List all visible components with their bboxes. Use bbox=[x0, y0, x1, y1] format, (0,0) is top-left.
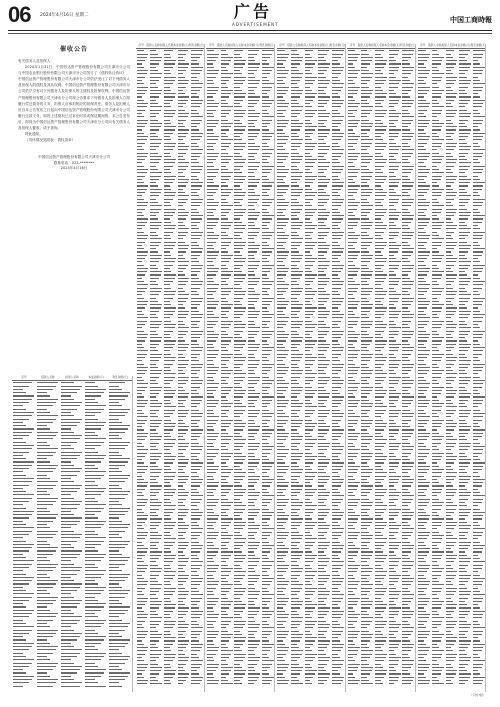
table-header-cell: 本金余额(元) bbox=[314, 43, 330, 47]
table-row bbox=[277, 682, 345, 685]
table-header-cell: 利息余额(元) bbox=[400, 43, 416, 47]
table-cell bbox=[220, 682, 234, 685]
column-divider bbox=[274, 44, 275, 692]
signature-contact: 联系电话：022-******** bbox=[53, 160, 95, 165]
table-header-cell: 担保人名称 bbox=[441, 43, 455, 47]
table-cell bbox=[331, 682, 345, 685]
page-number: 06 bbox=[8, 2, 31, 27]
header-rule bbox=[8, 30, 492, 31]
header-rule-thin bbox=[8, 33, 492, 34]
table-header-cell: 序号 bbox=[420, 43, 426, 47]
table-header-cell: 借款人名称 bbox=[428, 43, 442, 47]
table-cell bbox=[361, 682, 375, 685]
table-header-cell: 利息余额(元) bbox=[188, 43, 205, 47]
table-cell bbox=[150, 682, 164, 685]
table-header-cell: 借款人名称 bbox=[146, 43, 160, 47]
table-header-cell: 借款人名称 bbox=[357, 43, 372, 47]
table-cell bbox=[247, 682, 261, 685]
table-cell bbox=[177, 682, 191, 685]
table-cell bbox=[277, 682, 291, 685]
notice-body bbox=[18, 58, 130, 143]
table-header-cell: 本金余额(元) bbox=[173, 43, 189, 47]
table-header-cell: 本金余额(元) bbox=[243, 43, 260, 47]
date-line: 2024年4月16日 星期二 bbox=[40, 13, 89, 18]
table-cell bbox=[163, 682, 177, 685]
table-cell bbox=[136, 682, 150, 685]
table-header-cell: 序号 bbox=[208, 43, 215, 47]
notice-attachment: （具体情况见附表：债权清单） bbox=[25, 138, 76, 143]
section-title: 广告 bbox=[234, 2, 273, 21]
column-divider bbox=[345, 44, 346, 692]
table-row bbox=[347, 682, 415, 685]
table-cell bbox=[290, 682, 304, 685]
notice-salutation: 有关债务人及担保人： bbox=[18, 59, 54, 63]
table-cell bbox=[261, 682, 275, 685]
column-divider bbox=[204, 44, 205, 692]
table-header-cell: 利息余额(元) bbox=[329, 43, 346, 47]
table-cell bbox=[402, 682, 416, 685]
notice-title: 催收公告 bbox=[59, 46, 88, 53]
signature-org: 中国信达资产管理股份有限公司天津市分公司 bbox=[38, 155, 110, 160]
column-divider bbox=[415, 44, 416, 692]
table-header-cell: 本金余额(元) bbox=[454, 43, 471, 47]
debt-table bbox=[136, 44, 204, 692]
table-header-cell: 担保人名称 bbox=[230, 43, 244, 47]
signature-date: 2024年4月16日 bbox=[60, 165, 88, 170]
table-header-cell: 借款人名称 bbox=[216, 43, 231, 47]
notice-closing: 特此通知。 bbox=[25, 132, 43, 137]
section-subtitle: ADVERTISEMENT bbox=[232, 22, 279, 27]
table-header-cell: 本金余额(元) bbox=[384, 43, 401, 47]
table-cell bbox=[318, 682, 332, 685]
table-header-cell: 担保人名称 bbox=[371, 43, 385, 47]
table-header-cell: 序号 bbox=[349, 43, 356, 47]
table-header-cell: 序号 bbox=[138, 43, 144, 47]
table-header-cell: 担保人名称 bbox=[159, 43, 174, 47]
page-header bbox=[0, 0, 500, 32]
table-header-cell: 序号 bbox=[279, 43, 285, 47]
table-row bbox=[136, 682, 204, 685]
table-header-cell: 利息余额(元) bbox=[470, 43, 486, 47]
table-cell bbox=[191, 682, 205, 685]
debt-table bbox=[347, 44, 415, 692]
table-cell bbox=[304, 682, 318, 685]
table-cell bbox=[375, 682, 389, 685]
table-cell bbox=[388, 682, 402, 685]
masthead: 中国工商時報 bbox=[450, 15, 492, 24]
debt-table bbox=[206, 44, 274, 692]
notice-paragraph: 2024年1月31日，中国信达资产管理股份有限公司天津市分公司与中国农业银行股份有限公司天津市分公司签订了《债权转让协议》，中国信达资产管理股份有限公司天津市分公司依法受让了对下列债务人及担保人的债权及其从权利，中国信达资产管理股份有限公司天津市分公司依法享有对下列债务人及担保人的主债权及担保权利。中国信达资产管理股份有限公司天津市分公司现公告要求下列债务人及担保人立即履行偿还债务的义务，担保人应承担相应的担保责任。债务人及担保人应自本公告发布之日起向中国信达资产管理股份有限公司天津市分公司履行还款义务，如因上述债权已过诉讼时效或保证期间的，本公告发布后，即视为中国信达资产管理股份有限公司天津市分公司向有关债务人及担保人催收，请予查询。 bbox=[18, 65, 130, 131]
debt-table bbox=[418, 44, 486, 692]
collection-notice bbox=[18, 38, 130, 372]
table-cell bbox=[234, 682, 248, 685]
table-header-cell: 借款人名称 bbox=[287, 43, 301, 47]
table-cell bbox=[206, 682, 220, 685]
debt-table bbox=[277, 44, 345, 692]
table-header-cell: 担保人名称 bbox=[300, 43, 315, 47]
table-row bbox=[206, 682, 274, 685]
notice-signature bbox=[18, 155, 130, 171]
table-cell bbox=[347, 682, 361, 685]
table-header-cell: 利息余额(元) bbox=[259, 43, 275, 47]
